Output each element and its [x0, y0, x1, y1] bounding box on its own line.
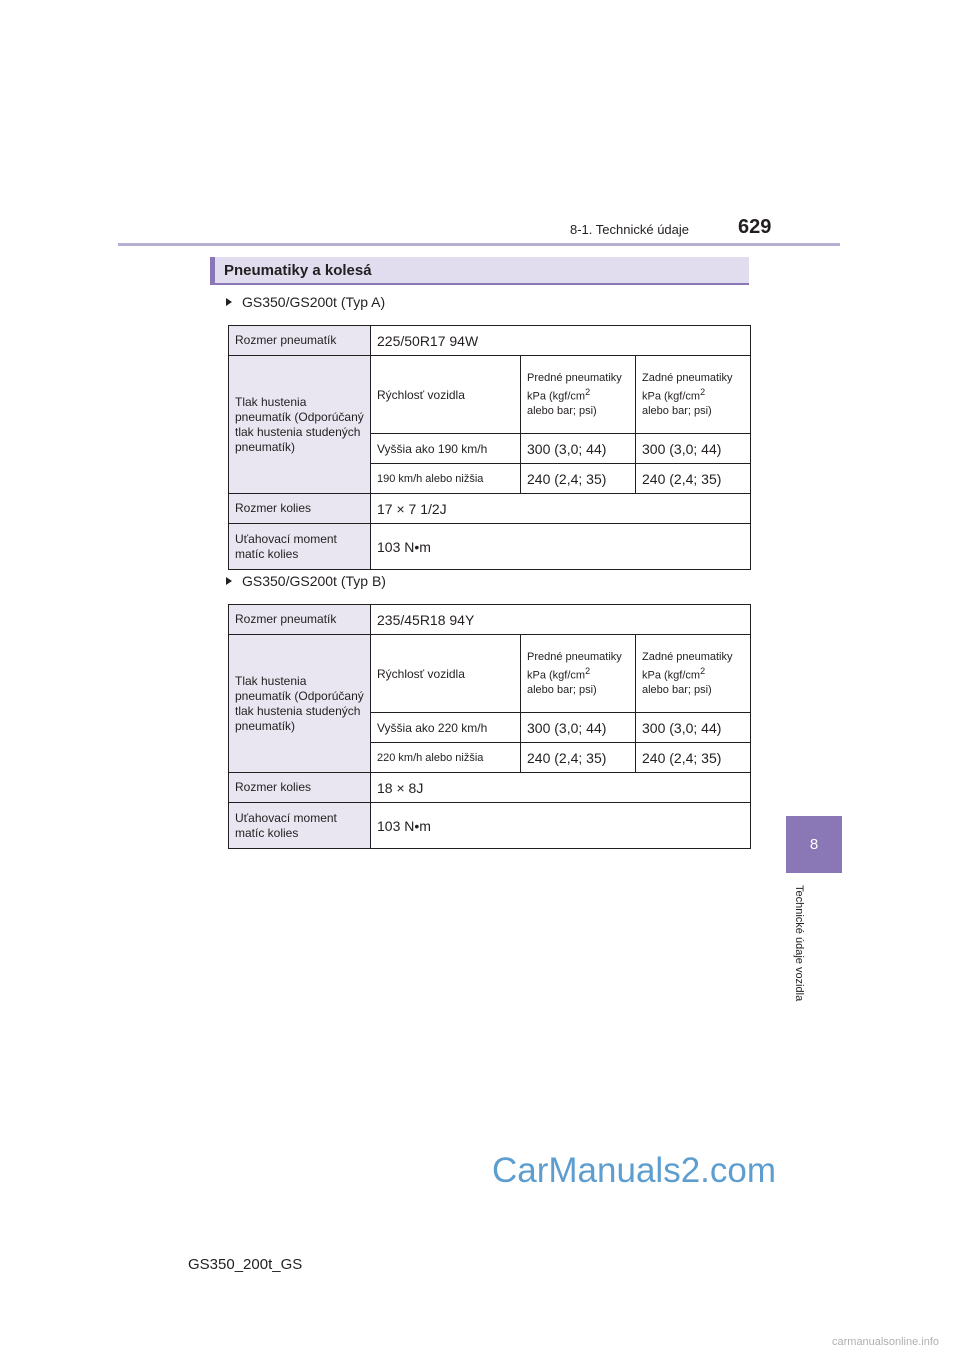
table-a-caption: [226, 294, 385, 310]
tire-size-label: Rozmer pneumatík: [229, 605, 371, 635]
pressure-label: Tlak hustenia pneumatík (Odporúčaný tlak hustenia studených pneumatík): [229, 635, 371, 773]
front-pressure-high: 300 (3,0; 44): [521, 434, 636, 464]
rear-tires-header: Zadné pneumatiky kPa ($kgf/cm^2$ alebo bar; psi): [636, 356, 751, 434]
speed-row-low: 220 km/h alebo nižšia: [371, 743, 521, 773]
front-pressure-high: 300 (3,0; 44): [521, 713, 636, 743]
table-a-caption-text: GS350/GS200t (Typ A): [242, 294, 386, 310]
pressure-label: Tlak hustenia pneumatík (Odporúčaný tlak hustenia studených pneumatík): [229, 356, 371, 494]
section-heading-text: Pneumatiky a kolesá: [224, 262, 372, 279]
table-b-caption-text: GS350/GS200t (Typ B): [242, 573, 386, 589]
wheel-size-label: Rozmer kolies: [229, 773, 371, 803]
rear-pressure-high: 300 (3,0; 44): [636, 713, 751, 743]
torque-label: Uťahovací moment matíc kolies: [229, 524, 371, 570]
speed-header: Rýchlosť vozidla: [371, 356, 521, 434]
front-pressure-low: 240 (2,4; 35): [521, 743, 636, 773]
front-pressure-low: 240 (2,4; 35): [521, 464, 636, 494]
speed-row-high: Vyššia ako 190 km/h: [371, 434, 521, 464]
torque-value: 103 N•m: [371, 524, 751, 570]
section-heading-bar: [210, 257, 215, 283]
tire-spec-table-a: [228, 325, 751, 570]
chapter-tab: 8: [786, 816, 842, 873]
front-tires-header: Predné pneumatiky kPa ($kgf/cm^2$ alebo bar; psi): [521, 635, 636, 713]
wheel-size-value: 17 × 7 1/2J: [371, 494, 751, 524]
tire-size-label: Rozmer pneumatík: [229, 326, 371, 356]
bullet-triangle-icon: [226, 577, 232, 585]
section-heading: [210, 257, 749, 285]
bullet-triangle-icon: [226, 298, 232, 306]
speed-row-high: Vyššia ako 220 km/h: [371, 713, 521, 743]
table-b-caption: [226, 573, 386, 589]
tire-size-value: 235/45R18 94Y: [371, 605, 751, 635]
rear-pressure-low: 240 (2,4; 35): [636, 464, 751, 494]
page-number: 629: [738, 216, 772, 238]
watermark-small: carmanualsonline.info: [832, 1336, 940, 1348]
rear-pressure-high: 300 (3,0; 44): [636, 434, 751, 464]
torque-value: 103 N•m: [371, 803, 751, 849]
rear-pressure-low: 240 (2,4; 35): [636, 743, 751, 773]
header-rule: [118, 243, 840, 246]
tire-spec-table-b: [228, 604, 751, 849]
watermark-logo[interactable]: CarManuals2.com: [492, 1151, 776, 1190]
tire-size-value: 225/50R17 94W: [371, 326, 751, 356]
front-tires-header: Predné pneumatiky kPa ($kgf/cm^2$ alebo bar; psi): [521, 356, 636, 434]
footer-model-code: GS350_200t_GS: [188, 1256, 303, 1273]
running-header-section: 8-1. Technické údaje: [570, 222, 690, 237]
chapter-tab-label: Technické údaje vozidla: [793, 885, 805, 1002]
speed-row-low: 190 km/h alebo nižšia: [371, 464, 521, 494]
speed-header: Rýchlosť vozidla: [371, 635, 521, 713]
rear-tires-header: Zadné pneumatiky kPa ($kgf/cm^2$ alebo bar; psi): [636, 635, 751, 713]
wheel-size-value: 18 × 8J: [371, 773, 751, 803]
wheel-size-label: Rozmer kolies: [229, 494, 371, 524]
torque-label: Uťahovací moment matíc kolies: [229, 803, 371, 849]
